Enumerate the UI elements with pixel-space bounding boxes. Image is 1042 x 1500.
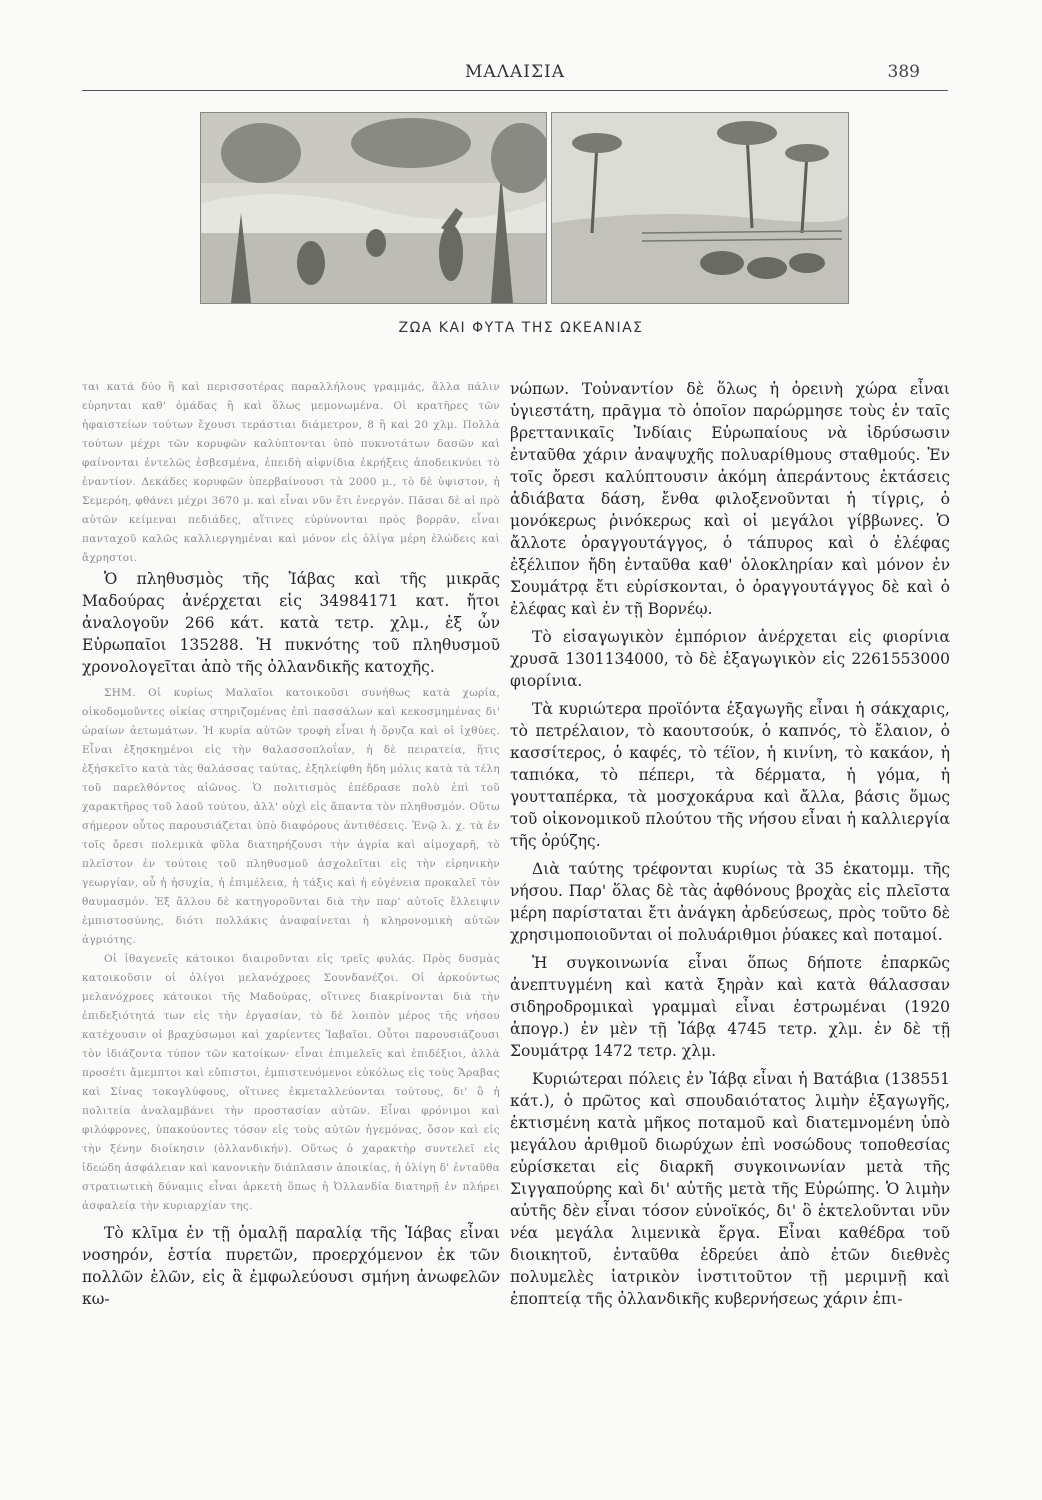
paragraph-volcanoes: ται κατά δύο ἢ καὶ περισσοτέρας παραλλήλους γραμμάς, ἄλλα πάλιν εὑρηνται καθ' ὁμάδας ἢ καὶ ὅλως μεμονωμένα. Οἱ κρατῆρες τῶν ἡφαιστείων τούτων ἔχουσι τεράστιαι διάμετρον, 8 ἢ καὶ 20 χλμ. Πολλὰ τούτων μέχρι τῶν κορυφῶν καλύπτονται ὑπὸ πυκνοτάτων δασῶν καὶ φαίνονται ἐντελῶς ἐσβεσμένα, ἐπειδὴ αἰφνίδια ἐκρήξεις ἀποδεικνύει τὸ ἐναντίον. Δεκάδες κορυφῶν ὑπερβαίνουσι τὰ 2000 μ., τὸ δὲ ὑψιστον, ἡ Σεμερόη, φθάνει μέχρι 3670 μ. καὶ εἶναι νῦν ἔτι ἐνεργόν. Πᾶσαι δὲ αἱ πρὸ αὐτῶν κείμεναι πεδιάδες, αἵτινες εὑρύνονται πρὸς βορρᾶν, εἶναι πανταχοῦ καλῶς καλλιεργημέναι καὶ μόνον εἰς ὀλίγα μέρη ἑλώδεις καὶ ἄχρηστοι. xyxy=(82,381,500,564)
paragraph-population: Ὁ πληθυσμὸς τῆς Ἰάβας καὶ τῆς μικρᾶς Μαδούρας ἀνέρχεται εἰς 34984171 κατ. ἤτοι ἀναλογοῦν 266 κάτ. κατὰ τετρ. χλμ., ἐξ ὧν Εὐρωπαῖοι 135288. Ἡ πυκνότης τοῦ πληθυσμοῦ χρονολογεῖται ἀπὸ τῆς ὀλλανδικῆς κατοχῆς. xyxy=(82,570,500,676)
left-intro-block xyxy=(82,378,500,568)
paragraph-exports: Τὰ κυριώτερα προϊόντα ἐξαγωγῆς εἶναι ἡ σάκχαρις, τὸ πετρέλαιον, τὸ καουτσούκ, ὁ καπνός, τὸ ἔλαιον, ὁ κασσίτερος, ὁ καφές, τὸ τέϊον, ἡ κινίνη, τὸ κακάον, ἡ ταπιόκα, τὸ πέπερι, τὰ δέρματα, ἡ γόμα, ἡ γουτταπέρκα, τὰ μοσχοκάρυα καὶ ἄλλα, βάσις ὅμως τοῦ οἰκονομικοῦ πλούτου τῆς νήσου εἶναι ἡ καλλιεργία τῆς ὀρύζης. xyxy=(510,700,950,850)
paragraph-note-malays: ΣΗΜ. Οἱ κυρίως Μαλαῖοι κατοικοῦσι συνήθως κατὰ χωρία, οἰκοδομοῦντες οἰκίας στηριζομένας ἐπὶ πασσάλων καὶ κεκοσμημένας δι' ὡραίων ἀετωμάτων. Ἡ κυρία αὐτῶν τροφὴ εἶναι ἡ ὄρυζα καὶ οἱ ἰχθύες. Εἶναι ἐξησκημένοι εἰς τὴν θαλασσοπλοΐαν, ἡ δὲ πειρατεία, ἥτις ἐξήσκεῖτο κατὰ τὰς θαλάσσας ταύτας, ἐξηλείφθη ἤδη μόλις κατὰ τὰ τέλη τοῦ παρελθόντος αἰῶνος. Ὁ πολιτισμὸς ἐπέδρασε πολὺ ἐπὶ τοῦ χαρακτῆρος τοῦ λαοῦ τούτου, ἀλλ' οὐχὶ εἰς ἅπαντα τὸν πληθυσμόν. Οὕτω σήμερον οὗτος παρουσιάζεται ὑπὸ διαφόρους ἀντιθέσεις. Ἐνῷ λ. χ. τὰ ἐν τοῖς ὄρεσι πολεμικὰ φῦλα διατηρήζουσι τὴν ἀγρία καὶ αἱμοχαρῆ, τὸ πλεῖστον ἐν τούτοις τοῦ πληθυσμοῦ ἀσχολεῖται εἰς τὴν εἰρηνικὴν γεωργίαν, οὗ ἡ ἡσυχία, ἡ ἐπιμέλεια, ἡ τάξις καὶ ἡ εὐγένεια προκαλεῖ τὸν θαυμασμόν. Ἐξ ἄλλου δὲ κατηγοροῦνται διὰ τὴν παρ' αὐτοῖς ἔλλειψιν ἐμπιστοσύνης, διότι πολλάκις ἀναφαίνεται ἡ κληρονομικὴ αὐτῶν ἀγριότης. xyxy=(82,687,500,946)
paragraph-transport: Ἡ συγκοινωνία εἶναι ὅπως δήποτε ἐπαρκῶς ἀνεπτυγμένη καὶ κατὰ ξηρὰν καὶ κατὰ θάλασσαν σιδηροδρομικαὶ γραμμαὶ εἶναι ἐστρωμέναι (1920 ἀπογρ.) ἐν μὲν τῇ Ἰάβᾳ 4745 τετρ. χλμ. ἐν δὲ τῇ Σουμάτρᾳ 1472 τετρ. χλμ. xyxy=(510,954,950,1060)
plants-engraving xyxy=(551,112,849,304)
paragraph-natives: Οἱ ἰθαγενεῖς κάτοικοι διαιροῦνται εἰς τρεῖς φυλάς. Πρὸς δυσμὰς κατοικοῦσιν οἱ ὀλίγοι μελανόχροες Σουνδανέζοι. Οἱ ἀρκούντως μελανόχροες κάτοικοι τῆς Μαδούρας, οἵτινες διακρίνονται διὰ τὴν ἐπιδεξιότητά των εἰς τὴν ἐργασίαν, τὸ δὲ λοιπὸν μέρος τῆς νήσου κατέχουσιν οἱ βραχύσωμοι καὶ χαρίεντες Ἰαβαῖοι. Οὗτοι παρουσιάζουσι τὸν ἰδιάζοντα τύπον τῶν κατοίκων· εἶναι ἐπιμελεῖς καὶ ἐπιδέξιοι, ἀλλὰ προσέτι ἄμεμπτοι καὶ εὔπιστοι, ἐμπιστευόμενοι εὐκόλως εἰς τοὺς Ἄραβας καὶ Σίνας τοκογλύφους, οἵτινες ἐκμεταλλεύονται τούτους, δι' ὃ ἡ πολιτεία ἀναλαμβάνει τὴν προστασίαν αὐτῶν. Εἶναι φρόνιμοι καὶ φιλόφρονες, ὑπακούοντες τόσον εἰς τοὺς αὐτῶν ἡγεμόνας, ὅσον καὶ εἰς τὴν ξένην διοίκησιν (ὀλλανδικήν). Οὕτως ὁ χαρακτὴρ συντελεῖ εἰς ἰδεώδη ἀσφάλειαν καὶ κανονικὴν διάπλασιν ἀποικίας, ἡ ὀλίγη δ' ἐνταῦθα στρατιωτικὴ δύναμις εἶναι ἀρκετὴ ὅπως ἡ Ὀλλανδία διατηρῇ ἐν πλήρει ἀσφαλείᾳ τὴν κυριαρχίαν της. xyxy=(82,953,500,1212)
paragraph-mountains: νώπων. Τοὐναντίον δὲ ὅλως ἡ ὀρεινὴ χώρα εἶναι ὑγιεστάτη, πρᾶγμα τὸ ὁποῖον παρώρμησε τοὺς ἐν ταῖς βρεττανικαῖς Ἰνδίαις Εὐρωπαίους νὰ ἱδρύσωσιν ἐνταῦθα χάριν ἀναψυχῆς πολυαρίθμους σταθμούς. Ἐν τοῖς ὄρεσι καλύπτουσιν ἀκόμη ἀπεράντους ἐκτάσεις ἀδιάβατα δάση, ἔνθα φιλοξενοῦνται ἡ τίγρις, ὁ μονόκερως ῥινόκερως καὶ οἱ μεγάλοι γίββωνες. Ὁ ἄλλοτε ὀραγγουτάγγος, ὁ τάπυρος καὶ ὁ ἐλέφας ἐξέλιπον ἤδη ἐνταῦθα καθ' ὁλοκληρίαν καὶ μόνον ἐν Σουμάτρᾳ ἔτι εὑρίσκονται, ὁ ὀραγγουτάγγος δὲ καὶ ὁ ἐλέφας καὶ ἐν τῇ Βορνέῳ. xyxy=(510,380,950,618)
left-climate-block xyxy=(82,1222,500,1310)
left-column xyxy=(82,378,500,1310)
figure-caption: ΖΩΑ ΚΑΙ ΦΥΤΑ ΤΗΣ ΩΚΕΑΝΙΑΣ xyxy=(398,320,644,336)
paragraph-trade: Τὸ εἰσαγωγικὸν ἐμπόριον ἀνέρχεται εἰς φιορίνια χρυσᾶ 1301134000, τὸ δὲ ἐξαγωγικὸν εἰς 2261553000 φιορίνια. xyxy=(510,628,950,690)
paragraph-rice: Διὰ ταύτης τρέφονται κυρίως τὰ 35 ἑκατομμ. τῆς νήσου. Παρ' ὅλας δὲ τὰς ἀφθόνους βροχὰς εἰς πλεῖστα μέρη παρίσταται ἔτι ἀνάγκη ἀρδεύσεως, πρὸς τοῦτο δὲ χρησιμοποιοῦνται οἱ πολυάριθμοι ῥύακες καὶ ποταμοί. xyxy=(510,860,950,944)
paragraph-cities: Κυριώτεραι πόλεις ἐν Ἰάβᾳ εἶναι ἡ Βατάβια (138551 κάτ.), ὁ πρῶτος καὶ σπουδαιότατος λιμὴν ἐξαγωγῆς, ἐκτισμένη κατὰ μῆκος ποταμοῦ καὶ διατεμνομένη ὑπὸ μεγάλου ἀριθμοῦ διωρύχων ἐπὶ νοσώδους τοποθεσίας εὑρίσκεται εἰς διαρκῆ συγκοινωνίαν μετὰ τῆς Σιγγαπούρης καὶ δι' αὐτῆς μετὰ τῆς Εὐρώπης. Ὁ λιμὴν αὐτῆς δὲν εἶναι τόσον εὐνοϊκός, δι' ὃ ἐκτελοῦνται νῦν νέα μεγάλα λιμενικὰ ἔργα. Εἶναι καθέδρα τοῦ διοικητοῦ, ἐνταῦθα ἑδρεύει ἀπὸ ἐτῶν διεθνὲς πολυμελὲς ἰατρικὸν ἰνστιτοῦτον τῇ μεριμνῇ καὶ ἐποπτείᾳ τῆς ὀλλανδικῆς κυβερνήσεως χάριν ἐπι- xyxy=(510,1070,950,1308)
left-population-block xyxy=(82,568,500,678)
page-header xyxy=(82,60,948,91)
paragraph-climate: Τὸ κλῖμα ἐν τῇ ὁμαλῇ παραλίᾳ τῆς Ἰάβας εἶναι νοσηρόν, ἑστία πυρετῶν, προερχόμενον ἐκ τῶν πολλῶν ἑλῶν, εἰς ἃ ἐμφωλεύουσι σμήνη ἀνωφελῶν κω- xyxy=(82,1224,500,1308)
running-title: ΜΑΛΑΙΣΙΑ xyxy=(465,62,565,82)
right-column xyxy=(510,378,950,1310)
animals-engraving xyxy=(200,112,547,304)
left-note-block xyxy=(82,684,500,1216)
page-number: 389 xyxy=(887,62,920,82)
